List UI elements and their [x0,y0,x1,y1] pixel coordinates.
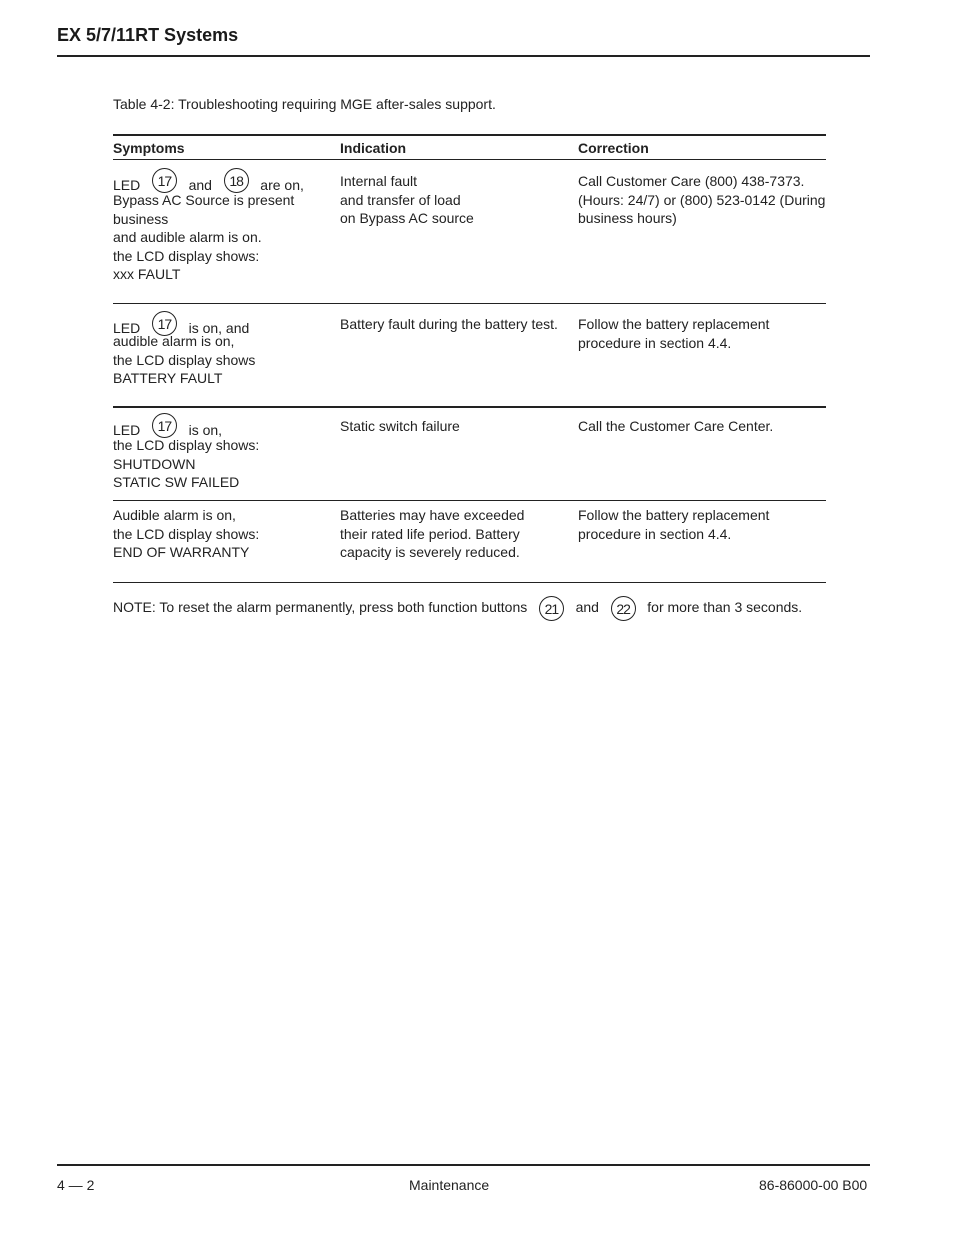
led-indicator-badge: 17 [152,168,177,193]
symptom-led-line: LED 17 and 18 are on, [113,172,304,197]
row-divider [113,500,826,501]
correction-cell: Follow the battery replacement procedure in section 4.4. [578,316,770,351]
row-divider [113,303,826,304]
row-divider [113,406,826,408]
column-header-symptoms: Symptoms [113,140,185,156]
table-header-rule [113,159,826,160]
footer-section: Maintenance [409,1177,490,1193]
document-number: 86-86000-00 B00 [759,1177,868,1193]
footer-rule [57,1164,870,1166]
function-button-badge: 22 [611,596,636,621]
symptom-line: and audible alarm is on. [113,229,262,245]
column-header-correction: Correction [578,140,649,156]
symptom-line: business [113,210,169,227]
page-number: 4 — 2 [57,1177,95,1193]
led-indicator-badge: 18 [224,168,249,193]
symptom-line: xxx FAULT [113,266,181,282]
function-button-badge: 21 [539,596,564,621]
symptom-cell: Audible alarm is on, the LCD display shows: END OF WARRANTY [113,507,260,560]
correction-cell: Call the Customer Care Center. [578,418,774,434]
indication-cell: Static switch failure [340,418,460,434]
table-bottom-rule [113,582,826,583]
header-rule [57,55,870,57]
indication-cell: Internal fault and transfer of load on Bypass AC source [340,173,474,226]
column-header-indication: Indication [340,140,407,156]
symptom-line: the LCD display shows: [113,247,260,264]
page-title: EX 5/7/11RT Systems [57,25,239,45]
symptom-cell [113,191,294,284]
table-caption: Table 4-2: Troubleshooting requiring MGE after-sales support. [113,96,496,112]
correction-cell: Call Customer Care (800) 438-7373. (Hours: 24/7) or (800) 523-0142 (During business hours) [578,173,826,226]
symptom-led-line: LED 17 is on, [113,417,222,442]
led-indicator-badge: 17 [152,413,177,438]
symptom-line: Bypass AC Source is present [113,192,295,208]
symptom-cell: the LCD display shows: SHUTDOWN STATIC SW FAILED [113,437,260,490]
symptom-cell: audible alarm is on, the LCD display shows BATTERY FAULT [113,333,256,386]
symptom-led-line: LED 17 is on, and [113,315,249,340]
indication-cell: Battery fault during the battery test. [340,316,558,332]
correction-cell: Follow the battery replacement procedure in section 4.4. [578,507,770,542]
led-indicator-badge: 17 [152,311,177,336]
indication-cell: Batteries may have exceeded their rated life period. Battery capacity is severely reduced. [340,507,525,560]
table-top-rule [113,134,826,136]
reset-note: NOTE: To reset the alarm permanently, press both function buttons 21 and 22 for more than 3 seconds. [113,596,802,621]
